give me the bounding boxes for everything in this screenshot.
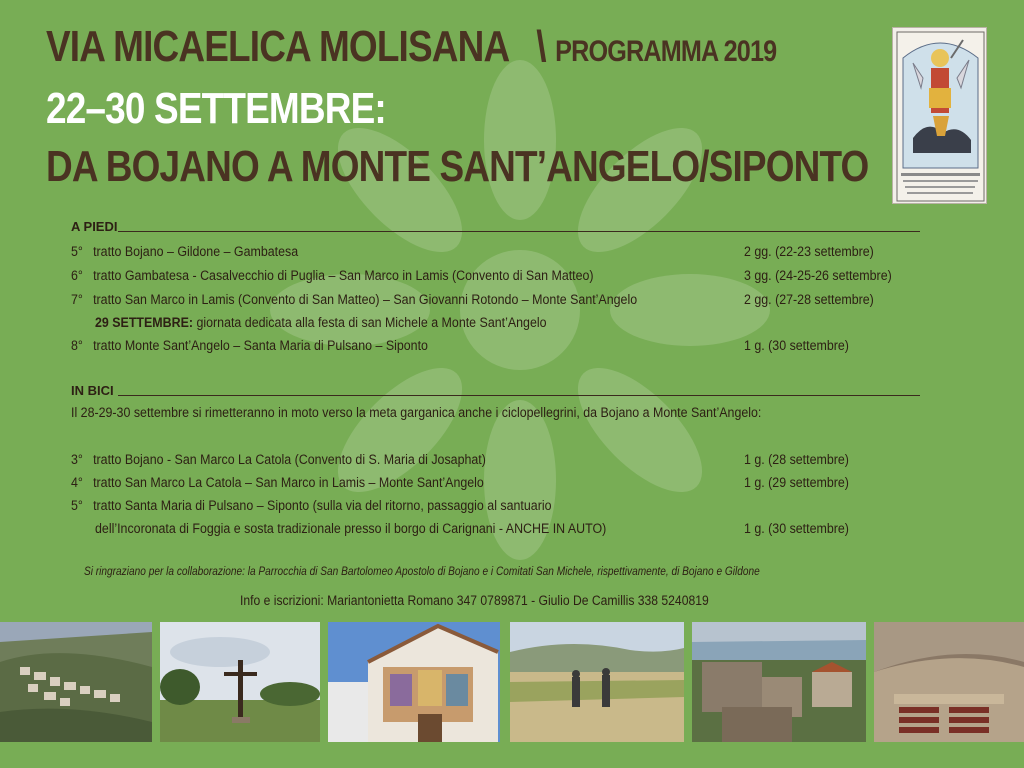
photo-church-facade [328, 622, 500, 742]
in-bici-divider [118, 395, 920, 396]
a-piedi-heading: A PIEDI [71, 219, 118, 234]
list-item: 3° tratto Bojano - San Marco La Catola (Convento di S. Maria di Josaphat) [71, 452, 486, 467]
duration: 1 g. (30 settembre) [744, 338, 849, 353]
in-bici-intro: Il 28-29-30 settembre si rimetteranno in moto verso la meta garganica anche i ciclopellegrini, da Bojano a Monte Sant’Angelo: [71, 405, 762, 420]
photo-stone-village [692, 622, 866, 742]
photo-town-aerial [0, 622, 152, 742]
dates-title: 22–30 SETTEMBRE: [46, 84, 386, 133]
title-separator: \ [536, 22, 546, 71]
a-piedi-divider [118, 231, 920, 232]
duration: 1 g. (29 settembre) [744, 475, 849, 490]
route-title: DA BOJANO A MONTE SANT’ANGELO/SIPONTO [46, 142, 869, 191]
duration: 1 g. (28 settembre) [744, 452, 849, 467]
photo-hikers-trail [510, 622, 684, 742]
saint-michael-icon [892, 27, 987, 204]
list-item: 5° tratto Santa Maria di Pulsano – Siponto (sulla via del ritorno, passaggio al santuario [71, 498, 552, 513]
list-item: 6° tratto Gambatesa - Casalvecchio di Puglia – San Marco in Lamis (Convento di San Matteo) [71, 268, 594, 283]
list-item: 4° tratto San Marco La Catola – San Marco in Lamis – Monte Sant’Angelo [71, 475, 484, 490]
thanks-note: Si ringraziano per la collaborazione: la Parrocchia di San Bartolomeo Apostolo di Bojano e i Comitati San Michele, rispettivamente, di Bojano e Gildone [84, 566, 760, 578]
list-item: 5° tratto Bojano – Gildone – Gambatesa [71, 244, 299, 259]
duration: 3 gg. (24-25-26 settembre) [744, 268, 892, 283]
list-item-continuation: dell’Incoronata di Foggia e sosta tradizionale presso il borgo di Carignani - ANCHE IN AUTO) [95, 521, 607, 536]
photo-cave-sanctuary [874, 622, 1024, 742]
special-day-note: 29 SETTEMBRE: giornata dedicata alla festa di san Michele a Monte Sant’Angelo [95, 315, 547, 330]
list-item: 7° tratto San Marco in Lamis (Convento di San Matteo) – San Giovanni Rotondo – Monte Sant’Angelo [71, 292, 638, 307]
duration: 1 g. (30 settembre) [744, 521, 849, 536]
duration: 2 gg. (27-28 settembre) [744, 292, 874, 307]
title-main: VIA MICAELICA MOLISANA [46, 22, 508, 71]
list-item: 8° tratto Monte Sant’Angelo – Santa Maria di Pulsano – Siponto [71, 338, 428, 353]
in-bici-heading: IN BICI [71, 383, 114, 398]
duration: 2 gg. (22-23 settembre) [744, 244, 874, 259]
title-sub: PROGRAMMA 2019 [555, 35, 777, 68]
photo-wooden-cross [160, 622, 320, 742]
contact-info: Info e iscrizioni: Mariantonietta Romano 347 0789871 - Giulio De Camillis 338 5240819 [240, 593, 709, 608]
page-title [46, 22, 776, 72]
